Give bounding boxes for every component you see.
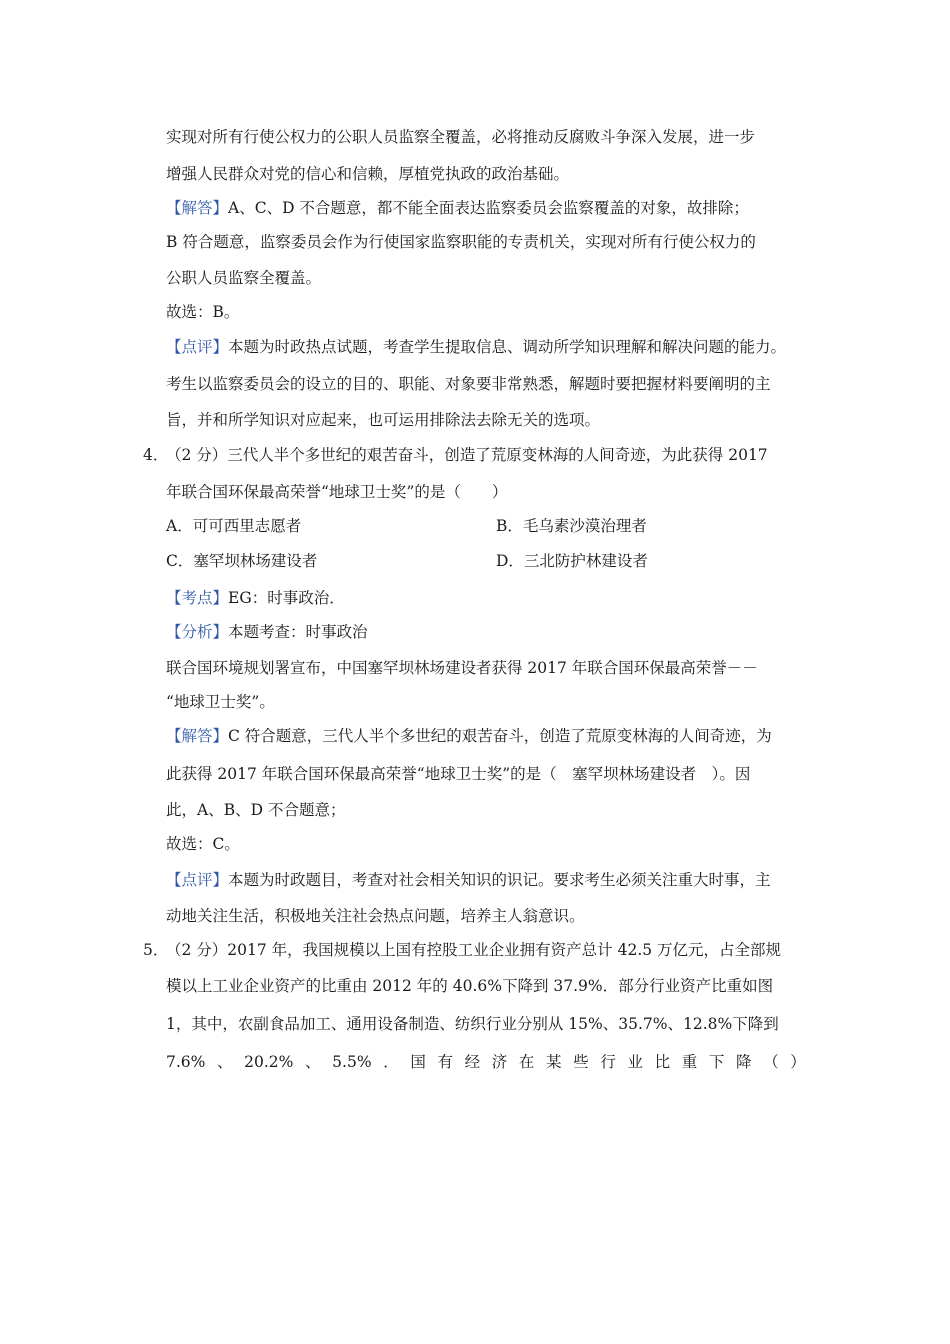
text-line: 旨，并和所学知识对应起来，也可运用排除法去除无关的选项。 xyxy=(166,411,601,429)
stem-token: 些 xyxy=(573,1053,589,1071)
comment-tag: 【点评】 xyxy=(166,871,229,889)
stem-token: 、 xyxy=(305,1053,321,1071)
stem-token: 20.2% xyxy=(244,1053,294,1071)
stem-token: 经 xyxy=(464,1053,481,1071)
comment-block xyxy=(166,337,786,357)
kaodian-block xyxy=(166,588,345,608)
option-b: B．毛乌素沙漠治理者 xyxy=(496,517,647,535)
answer-block xyxy=(166,726,772,746)
stem-token: 5.5% xyxy=(332,1053,372,1071)
stem-token: 下 xyxy=(708,1053,725,1071)
text-line: “地球卫士奖”。 xyxy=(166,693,275,711)
stem-token: 某 xyxy=(546,1053,562,1071)
stem-token: ） xyxy=(790,1053,806,1071)
stem-token: （ xyxy=(763,1053,779,1071)
stem-token: 比 xyxy=(654,1053,671,1071)
text-line: 本题为时政题目，考查对社会相关知识的识记。要求考生必须关注重大时事，主 xyxy=(228,871,771,889)
option-d: D．三北防护林建设者 xyxy=(496,552,648,570)
analysis-tag: 【分析】 xyxy=(166,623,229,641)
stem-token: 国 xyxy=(410,1053,426,1071)
text-line: B 符合题意，监察委员会作为行使国家监察职能的专责机关，实现对所有行使公权力的 xyxy=(166,233,756,251)
analysis-block xyxy=(166,622,368,642)
text-line: 动地关注生活，积极地关注社会热点问题，培养主人翁意识。 xyxy=(166,907,585,925)
choice-line: 故选：B。 xyxy=(166,303,240,321)
comment-tag: 【点评】 xyxy=(166,338,229,356)
text-line: A、C、D 不合题意，都不能全面表达监察委员会监察覆盖的对象，故排除； xyxy=(228,199,749,217)
text-line: C 符合题意，三代人半个多世纪的艰苦奋斗，创造了荒原变林海的人间奇迹，为 xyxy=(228,727,772,745)
question-stem: 年联合国环保最高荣誉“地球卫士奖”的是（ ） xyxy=(166,483,508,501)
option-c: C．塞罕坝林场建设者 xyxy=(166,552,318,570)
question-number: 4． xyxy=(143,446,169,464)
stem-token: 7.6% xyxy=(166,1053,206,1071)
question-stem-justified xyxy=(166,1052,806,1072)
question-stem: 1，其中，农副食品加工、通用设备制造、纺织行业分别从 15%、35.7%、12.8%下降到 xyxy=(166,1015,779,1033)
stem-token: ． xyxy=(383,1053,399,1071)
text-line: 本题考查：时事政治 xyxy=(228,623,368,641)
question-number: 5． xyxy=(143,941,169,959)
text-line: 增强人民群众对党的信心和信赖，厚植党执政的政治基础。 xyxy=(166,165,570,183)
stem-token: 重 xyxy=(681,1053,698,1071)
answer-tag: 【解答】 xyxy=(166,727,229,745)
comment-block xyxy=(166,870,771,890)
answer-tag: 【解答】 xyxy=(166,199,229,217)
stem-token: 、 xyxy=(217,1053,233,1071)
stem-token: 业 xyxy=(627,1053,643,1071)
stem-token: 有 xyxy=(437,1053,453,1071)
text-line: 考生以监察委员会的设立的目的、职能、对象要非常熟悉，解题时要把握材料要阐明的主 xyxy=(166,375,771,393)
stem-token: 济 xyxy=(491,1053,508,1071)
text-line: 公职人员监察全覆盖。 xyxy=(166,269,322,287)
option-a: A．可可西里志愿者 xyxy=(166,517,302,535)
stem-token: 行 xyxy=(600,1053,616,1071)
stem-token: 降 xyxy=(736,1053,752,1071)
answer-block xyxy=(166,198,749,218)
stem-token: 在 xyxy=(518,1053,535,1071)
text-line: 实现对所有行使公权力的公职人员监察全覆盖，必将推动反腐败斗争深入发展，进一步 xyxy=(166,128,756,146)
question-stem: （2 分）三代人半个多世纪的艰苦奋斗，创造了荒原变林海的人间奇迹，为此获得 2017 xyxy=(166,446,768,464)
text-line: 此，A、B、D 不合题意； xyxy=(166,801,346,819)
question-stem: 模以上工业企业资产的比重由 2012 年的 40.6%下降到 37.9%．部分行业资产比重如图 xyxy=(166,977,774,995)
text-line: EG：时事政治． xyxy=(228,589,345,607)
choice-line: 故选：C。 xyxy=(166,835,240,853)
question-stem: （2 分）2017 年，我国规模以上国有控股工业企业拥有资产总计 42.5 万亿元，占全部规 xyxy=(166,941,782,959)
text-line: 本题为时政热点试题，考查学生提取信息、调动所学知识理解和解决问题的能力。 xyxy=(228,338,787,356)
text-line: 此获得 2017 年联合国环保最高荣誉“地球卫士奖”的是（ 塞罕坝林场建设者 ）。因 xyxy=(166,765,751,783)
kaodian-tag: 【考点】 xyxy=(166,589,229,607)
text-line: 联合国环境规划署宣布，中国塞罕坝林场建设者获得 2017 年联合国环保最高荣誉－－ xyxy=(166,659,758,677)
